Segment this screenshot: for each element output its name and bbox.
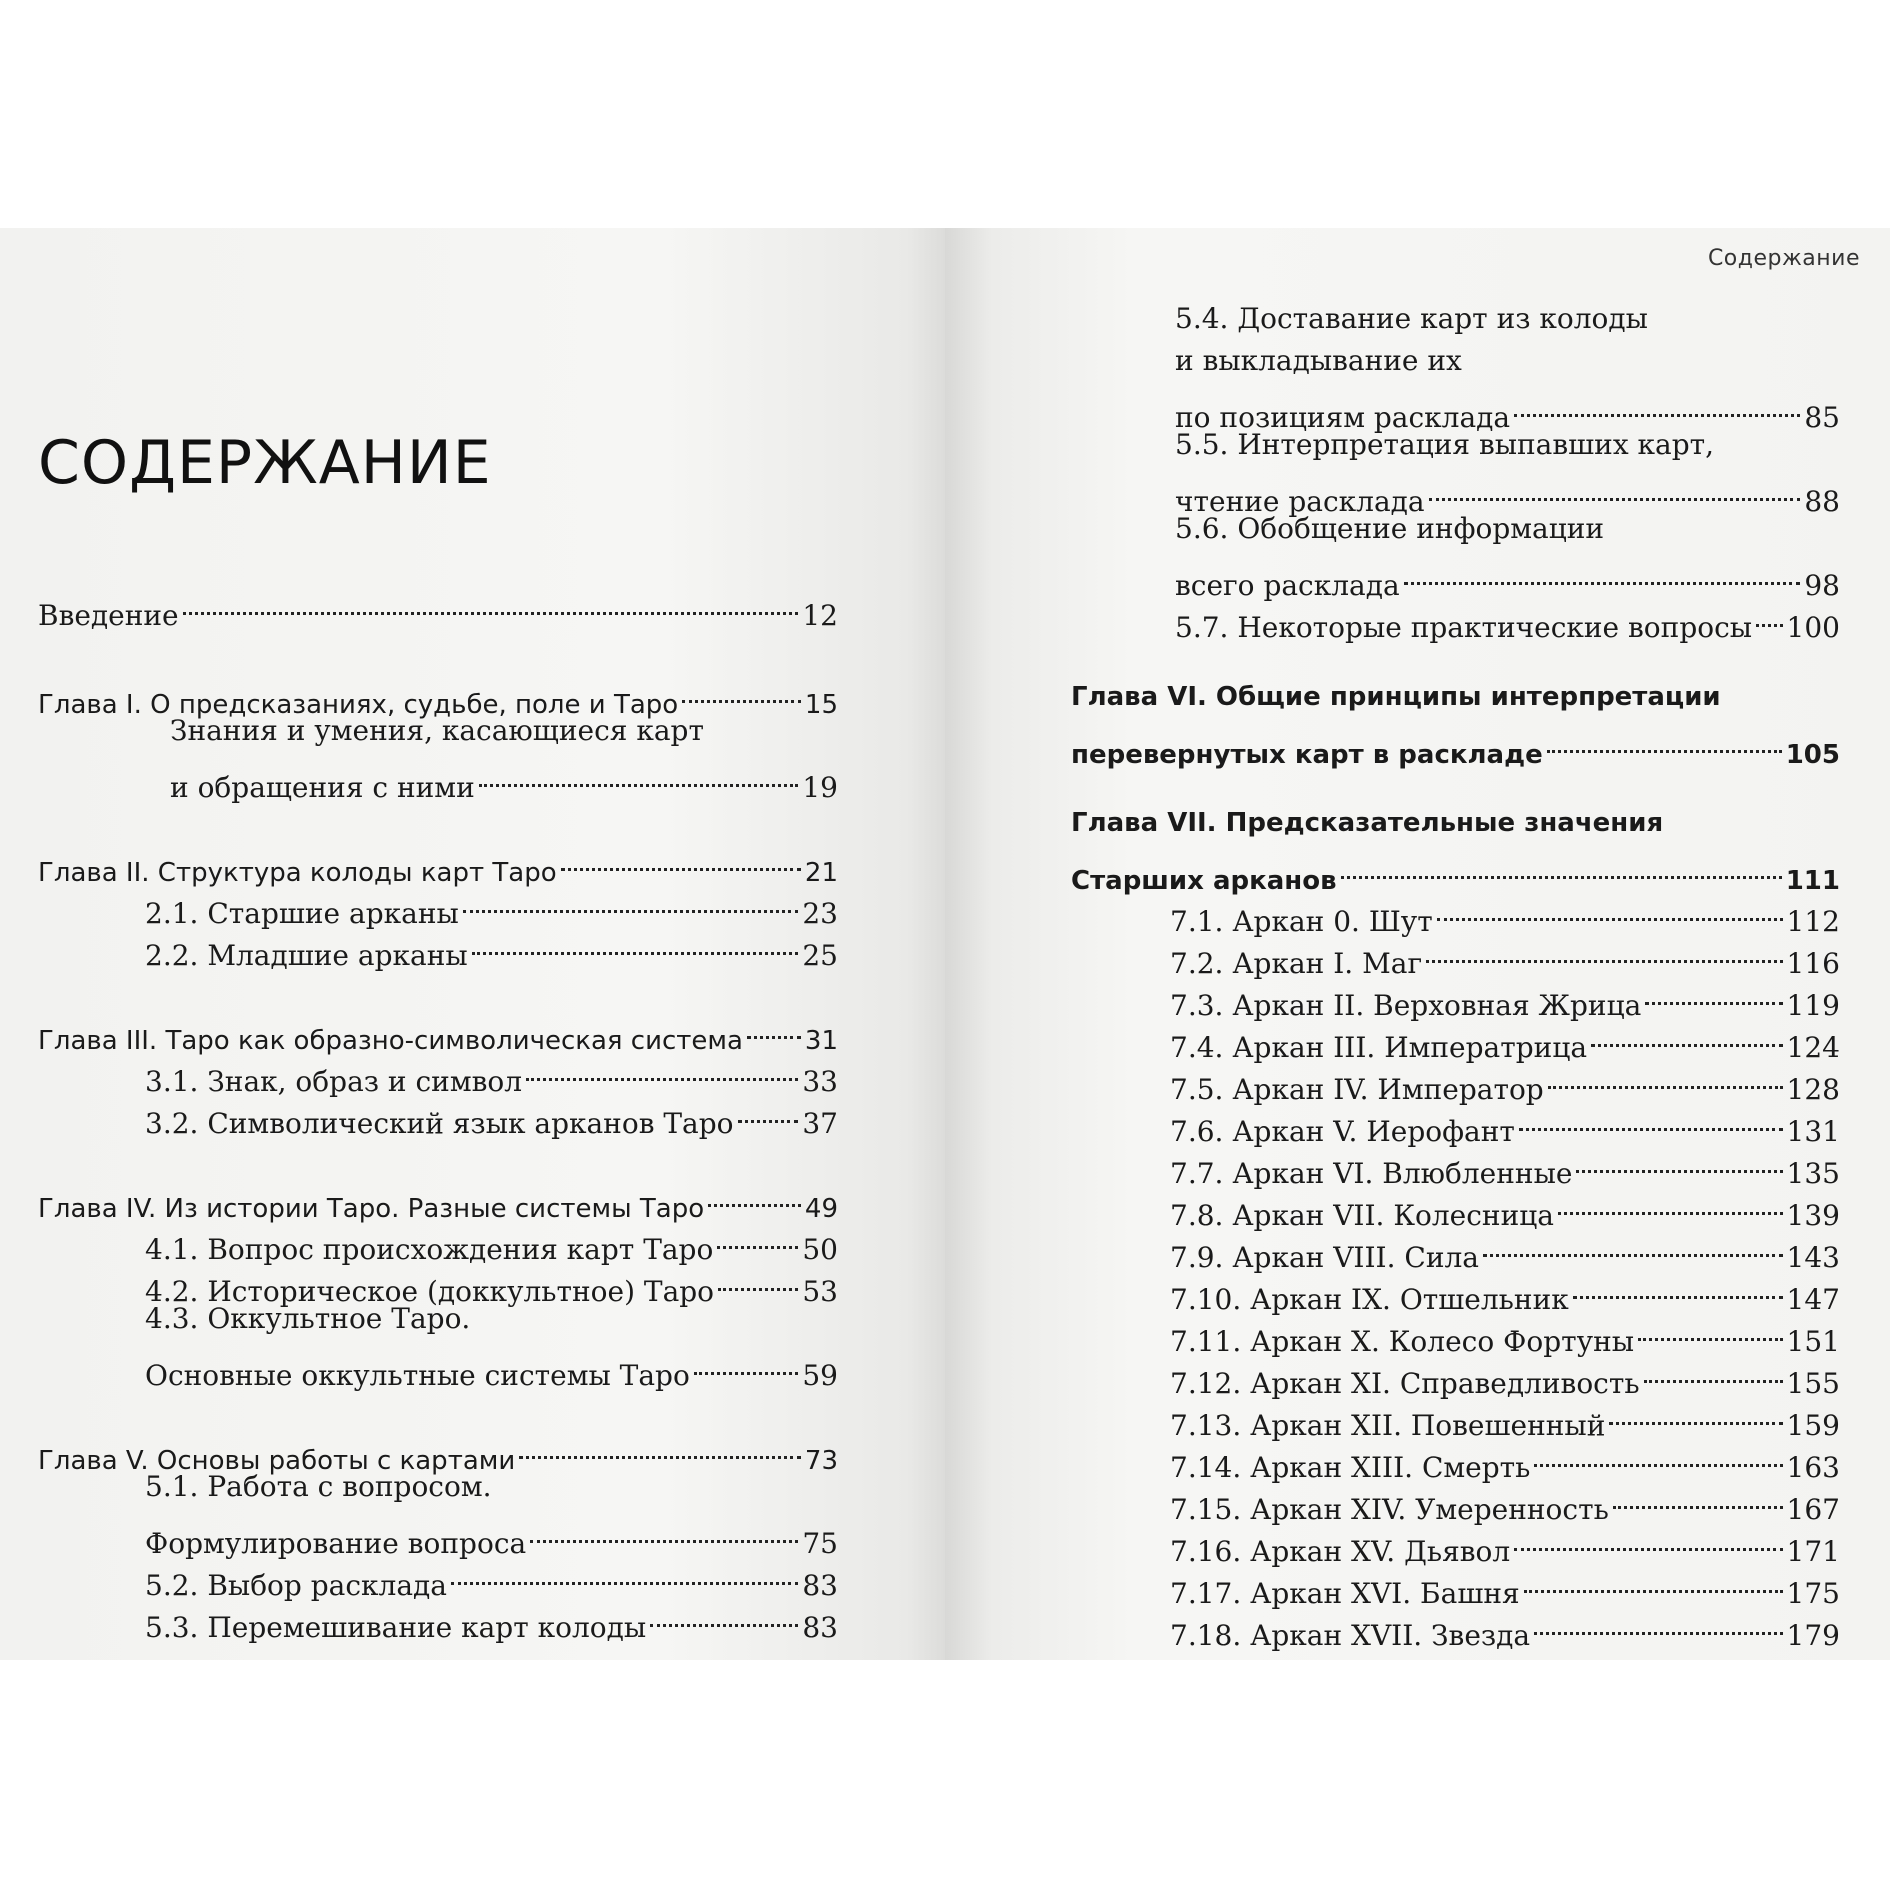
toc-entry-page: 163 [1786,1451,1840,1484]
toc-entry-label: 4.3. Оккультное Таро. [145,1302,471,1335]
toc-entry-label: 7.15. Аркан XIV. Умеренность [1170,1493,1609,1526]
toc-entry-label: 5.2. Выбор расклада [145,1569,447,1602]
toc-entry-page: 37 [802,1107,838,1140]
toc-entry-page: 83 [802,1611,838,1644]
toc-entry [1175,550,1840,602]
toc-entry-label: всего расклада [1175,569,1400,602]
dot-leader [1534,1590,1782,1635]
dot-leader [451,1540,798,1585]
toc-entry-label: 7.6. Аркан V. Иерофант [1170,1115,1515,1148]
dot-leader [1644,1338,1783,1383]
toc-entry-label: и выкладывание их [1175,344,1462,377]
toc-entry-label: 3.1. Знак, образ и символ [145,1065,523,1098]
toc-chapter-1 [38,668,838,720]
dot-leader [479,742,799,787]
toc-entry-label: 3.2. Символический язык арканов Таро [145,1107,734,1140]
dot-leader [1404,540,1801,585]
dot-leader [738,1078,799,1123]
toc-entry [145,1088,838,1140]
toc-entry [145,1592,838,1644]
toc-entry-page: 75 [802,1527,838,1560]
toc-entry-page: 135 [1786,1157,1840,1190]
toc-entry-page: 116 [1786,947,1840,980]
dot-leader [1514,1506,1782,1551]
toc-entry-page: 53 [802,1275,838,1308]
dot-leader [1573,1254,1783,1299]
toc-entry [1170,1600,1840,1652]
toc-entry-label: Формулирование вопроса [145,1527,527,1560]
toc-chapter-label: Глава V. Основы работы с картами [38,1446,516,1476]
toc-entry [1175,592,1840,644]
toc-entry-label: 5.4. Доставание карт из колоды [1175,302,1648,335]
toc-entry-label: 7.10. Аркан IX. Отшельник [1170,1283,1569,1316]
toc-entry-page: 171 [1786,1535,1840,1568]
dot-leader [717,1204,798,1249]
toc-entry-page: 111 [1785,866,1840,896]
dot-leader [1524,1548,1783,1593]
right-page [945,228,1890,1660]
toc-entry-page: 179 [1786,1619,1840,1652]
dot-leader [1483,1212,1783,1257]
toc-list-left [0,228,945,1660]
toc-entry-label: 7.11. Аркан X. Колесо Фортуны [1170,1325,1635,1358]
toc-entry-label: 7.2. Аркан I. Маг [1170,947,1423,980]
dot-leader [1613,1464,1783,1509]
toc-entry-label: 5.6. Обобщение информации [1175,512,1605,545]
toc-entry-label: чтение расклада [1175,485,1425,518]
toc-entry-page: 88 [1804,485,1840,518]
toc-entry-label: 7.3. Аркан II. Верховная Жрица [1170,989,1642,1022]
toc-chapter-label: Глава III. Таро как образно-символическая система [38,1026,743,1056]
dot-leader [526,1036,798,1081]
toc-entry-page: 131 [1786,1115,1840,1148]
toc-entry-label: 7.8. Аркан VII. Колесница [1170,1199,1554,1232]
toc-entry-label: 4.2. Историческое (доккультное) Таро [145,1275,715,1308]
dot-leader [183,570,799,615]
toc-entry-label: 5.5. Интерпретация выпавших карт, [1175,428,1715,461]
toc-entry-page: 128 [1786,1073,1840,1106]
toc-entry [170,752,838,804]
dot-leader [1429,456,1801,501]
dot-leader [708,1162,801,1207]
toc-entry-page: 73 [804,1446,838,1476]
toc-entry-label: 7.18. Аркан XVII. Звезда [1170,1619,1531,1652]
dot-leader [1548,1044,1783,1089]
dot-leader [1645,960,1782,1005]
toc-entry-page: 83 [802,1569,838,1602]
toc-chapter-label: Глава II. Структура колоды карт Таро [38,858,557,888]
toc-entry-label: Основные оккультные системы Таро [145,1359,690,1392]
toc-entry-label: 5.7. Некоторые практические вопросы [1175,611,1753,644]
toc-entry-page: 143 [1786,1241,1840,1274]
dot-leader [718,1246,798,1291]
left-page [0,228,945,1660]
toc-chapter-label: перевернутых карт в раскладе [1071,740,1543,770]
book-spread [0,228,1890,1660]
dot-leader [1576,1128,1782,1173]
toc-entry-page: 147 [1786,1283,1840,1316]
dot-leader [561,826,801,871]
toc-chapter-label: Глава IV. Из истории Таро. Разные системы Таро [38,1194,705,1224]
toc-entry-page: 25 [802,939,838,972]
toc-entry-page: 33 [802,1065,838,1098]
dot-leader [530,1498,798,1543]
toc-title: СОДЕРЖАНИЕ [38,428,492,498]
toc-entry-page: 100 [1786,611,1840,644]
toc-entry-page: 151 [1786,1325,1840,1358]
toc-entry [145,920,838,972]
toc-entry-page: 105 [1785,740,1840,770]
dot-leader [1514,372,1800,417]
toc-chapter-5 [38,1424,838,1476]
dot-leader [1591,1002,1783,1047]
toc-entry-page: 85 [1804,401,1840,434]
dot-leader [1756,582,1782,627]
toc-entry-page: 167 [1786,1493,1840,1526]
toc-entry-label: и обращения с ними [170,771,475,804]
dot-leader [463,868,799,913]
toc-chapter-label: Глава I. О предсказаниях, судьбе, поле и Таро [38,690,679,720]
toc-entry-label: 7.9. Аркан VIII. Сила [1170,1241,1479,1274]
dot-leader [1638,1296,1783,1341]
toc-entry-label: 7.17. Аркан XVI. Башня [1170,1577,1520,1610]
toc-entry-page: 159 [1786,1409,1840,1442]
toc-entry-page: 155 [1786,1367,1840,1400]
toc-chapter-6 [1071,718,1840,770]
toc-entry-label: 2.2. Младшие арканы [145,939,468,972]
toc-entry-label: 7.4. Аркан III. Императрица [1170,1031,1588,1064]
dot-leader [1519,1086,1783,1131]
dot-leader [694,1330,799,1375]
toc-entry-page: 12 [802,599,838,632]
toc-entry-page: 175 [1786,1577,1840,1610]
dot-leader [682,658,801,703]
toc-entry-page: 124 [1786,1031,1840,1064]
toc-entry-page: 59 [802,1359,838,1392]
toc-entry-intro [38,580,838,632]
toc-entry [145,1046,838,1098]
toc-entry [1175,466,1840,518]
dot-leader [650,1582,798,1627]
dot-leader [747,994,801,1039]
running-head: Содержание [1707,246,1860,271]
toc-entry-page: 23 [802,897,838,930]
toc-entry-label: 5.3. Перемешивание карт колоды [145,1611,647,1644]
toc-entry-page: 139 [1786,1199,1840,1232]
toc-entry [1175,382,1840,434]
dot-leader [1426,918,1782,963]
toc-chapter-label: Глава VI. Общие принципы интерпретации [1071,682,1721,712]
toc-entry-page: 50 [802,1233,838,1266]
toc-entry-label: Введение [38,599,179,632]
dot-leader [1609,1380,1782,1425]
toc-entry [145,1256,838,1308]
toc-chapter-label: Старших арканов [1071,866,1337,896]
toc-entry-page: 49 [804,1194,838,1224]
toc-list-right [945,228,1890,1660]
toc-entry-label: 7.13. Аркан XII. Повешенный [1170,1409,1606,1442]
toc-entry-label: 7.14. Аркан XIII. Смерть [1170,1451,1531,1484]
toc-entry-page: 98 [1804,569,1840,602]
dot-leader [1558,1170,1783,1215]
toc-entry-label: 7.16. Аркан XV. Дьявол [1170,1535,1511,1568]
toc-entry [145,1340,838,1392]
toc-entry-page: 21 [804,858,838,888]
toc-entry-label: 7.5. Аркан IV. Император [1170,1073,1544,1106]
toc-entry-label: 5.1. Работа с вопросом. [145,1470,492,1503]
toc-chapter-label: Глава VII. Предсказательные значения [1071,808,1664,838]
dot-leader [1534,1422,1782,1467]
toc-entry-label: Знания и умения, касающиеся карт [170,714,704,747]
toc-entry-label: по позициям расклада [1175,401,1511,434]
toc-entry-page: 112 [1786,905,1840,938]
toc-entry-page: 15 [804,690,838,720]
toc-entry-label: 2.1. Старшие арканы [145,897,459,930]
dot-leader [1547,708,1782,753]
toc-entry-label: 7.1. Аркан 0. Шут [1170,905,1433,938]
dot-leader [472,910,799,955]
dot-leader [1437,876,1783,921]
toc-entry-page: 19 [802,771,838,804]
toc-entry-label: 7.12. Аркан XI. Справедливость [1170,1367,1640,1400]
toc-entry-label: 7.7. Аркан VI. Влюбленные [1170,1157,1573,1190]
toc-entry-page: 31 [804,1026,838,1056]
toc-entry-page: 119 [1786,989,1840,1022]
dot-leader [519,1414,801,1459]
toc-entry-label: 4.1. Вопрос происхождения карт Таро [145,1233,714,1266]
dot-leader [1341,834,1782,879]
